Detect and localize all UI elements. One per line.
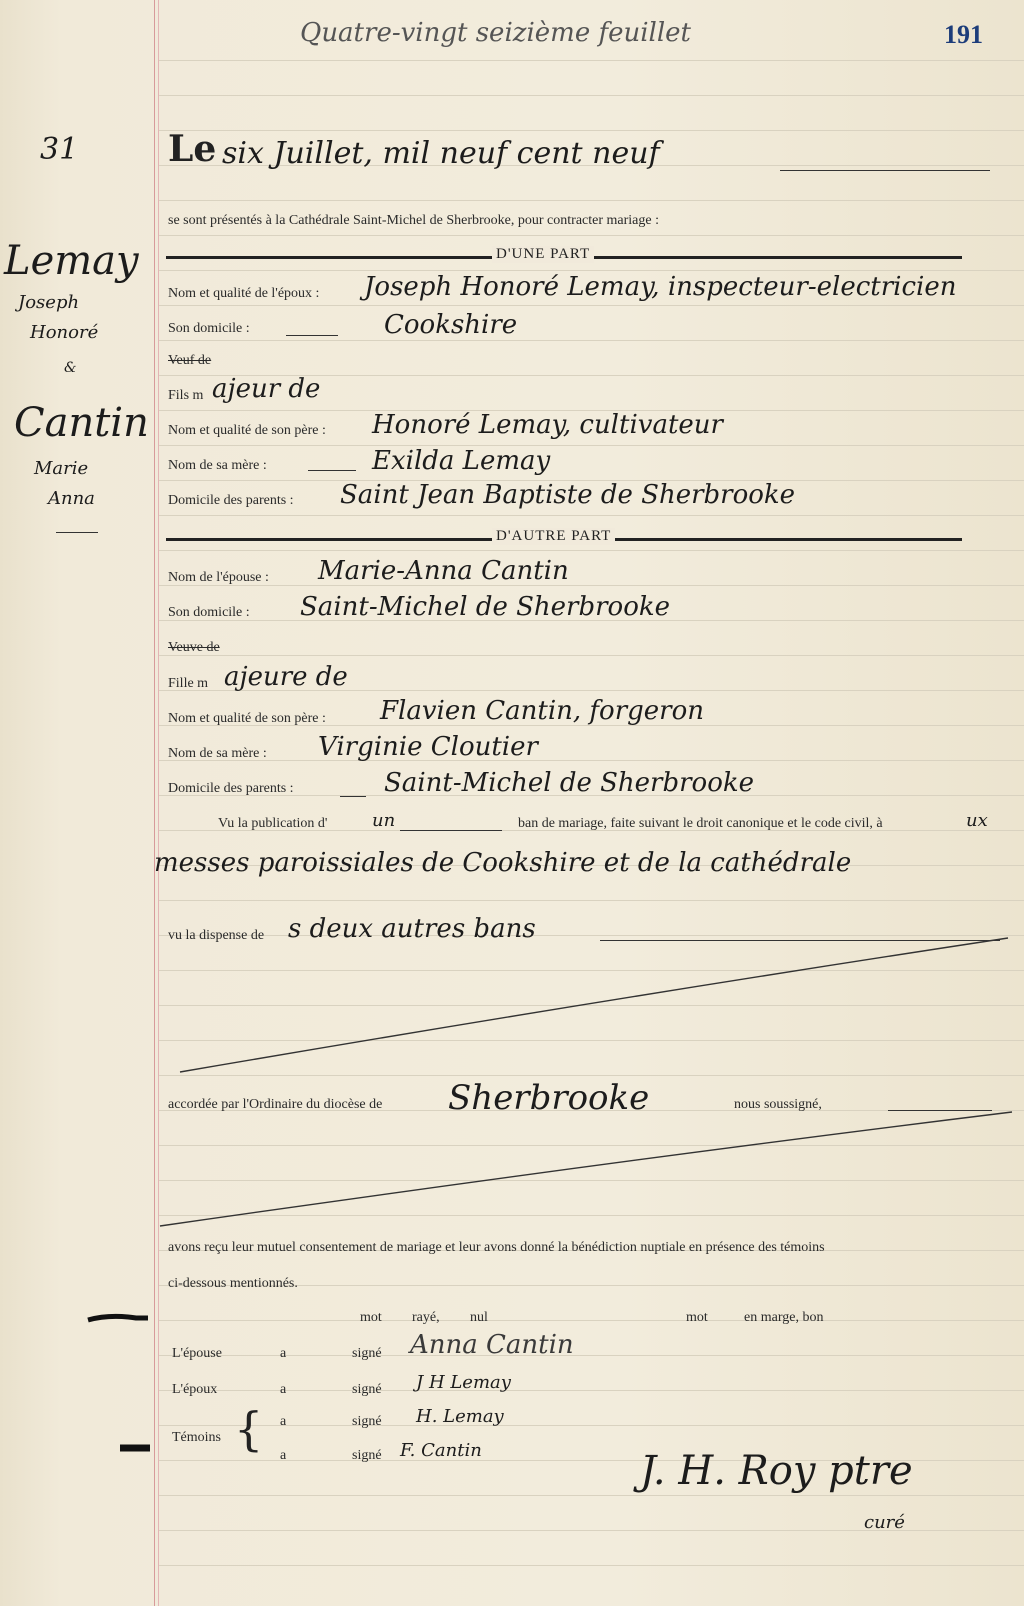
witness2-signature: F. Cantin <box>400 1440 482 1461</box>
entry-lede: Le <box>168 128 217 170</box>
folio-title: Quatre-vingt seizième feuillet <box>300 18 692 48</box>
mot-label-2: mot <box>686 1310 708 1325</box>
margin-bride-given1: Marie <box>34 458 89 479</box>
son-value: ajeur de <box>212 374 321 404</box>
bride-parents-value: Saint-Michel de Sherbrooke <box>384 768 755 798</box>
priest-signature: J. H. Roy ptre <box>640 1448 913 1494</box>
bride-signature: Anna Cantin <box>410 1330 574 1360</box>
groom-a: a <box>280 1382 287 1397</box>
witness2-a: a <box>280 1448 287 1463</box>
margin-groom-given2: Honoré <box>30 322 99 343</box>
bride-mother-label: Nom de sa mère : <box>168 746 267 761</box>
bride-mother-value: Virginie Cloutier <box>318 732 538 762</box>
granted-label: accordée par l'Ordinaire du diocèse de <box>168 1097 383 1112</box>
witness2-signe: signé <box>352 1448 382 1463</box>
groom-signature: J H Lemay <box>416 1372 511 1393</box>
dispense-label: vu la dispense de <box>168 928 265 943</box>
widow-label: Veuve de <box>168 640 220 655</box>
bride-father-value: Flavien Cantin, forgeron <box>380 696 704 726</box>
groom-domicile-value: Cookshire <box>384 310 518 340</box>
bride-domicile-value: Saint-Michel de Sherbrooke <box>300 592 671 622</box>
groom-signe: signé <box>352 1382 382 1397</box>
part1-heading: D'UNE PART <box>492 246 594 263</box>
margin-groom-given1: Joseph <box>18 292 80 313</box>
publication-hand-end: ux <box>966 810 988 831</box>
margin-bride-surname: Cantin <box>14 400 149 446</box>
margin-link: & <box>64 360 77 376</box>
groom-parents-label: Domicile des parents : <box>168 493 294 508</box>
widower-label: Veuf de <box>168 353 212 368</box>
daughter-label: Fille m <box>168 676 209 691</box>
groom-value: Joseph Honoré Lemay, inspecteur-electricien <box>364 272 957 302</box>
daughter-value: ajeure de <box>224 662 348 692</box>
bride-sig-label: L'épouse <box>172 1346 222 1361</box>
entry-number: 31 <box>40 132 79 167</box>
nul-label: nul <box>470 1310 488 1325</box>
son-label: Fils m <box>168 388 204 403</box>
groom-sig-label: L'époux <box>172 1382 218 1397</box>
margin-groom-surname: Lemay <box>4 238 139 284</box>
groom-label: Nom et qualité de l'époux : <box>168 286 320 301</box>
witnesses-label: Témoins <box>172 1430 221 1445</box>
bride-parents-label: Domicile des parents : <box>168 781 294 796</box>
granted-value: Sherbrooke <box>448 1078 650 1118</box>
bride-label: Nom de l'épouse : <box>168 570 269 585</box>
bride-domicile-label: Son domicile : <box>168 605 250 620</box>
undersigned-fill-line <box>888 1110 992 1111</box>
witness1-a: a <box>280 1414 287 1429</box>
groom-domicile-label: Son domicile : <box>168 321 250 336</box>
margin-bride-given2: Anna <box>48 488 95 509</box>
bride-a: a <box>280 1346 287 1361</box>
bride-father-label: Nom et qualité de son père : <box>168 711 326 726</box>
consent-line2: ci-dessous mentionnés. <box>168 1276 298 1291</box>
raye-label: rayé, <box>412 1310 440 1325</box>
groom-mother-label: Nom de sa mère : <box>168 458 267 473</box>
publication-count: un <box>372 810 396 831</box>
witness1-signe: signé <box>352 1414 382 1429</box>
intro-text: se sont présentés à la Cathédrale Saint-Michel de Sherbrooke, pour contracter mariage : <box>168 213 659 228</box>
witnesses-brace: { <box>234 1402 264 1456</box>
page-number: 191 <box>944 20 983 49</box>
groom-father-label: Nom et qualité de son père : <box>168 423 326 438</box>
bride-value: Marie-Anna Cantin <box>318 556 569 586</box>
publication-suffix: ban de mariage, faite suivant le droit canonique et le code civil, à <box>518 816 883 831</box>
mot-label-1: mot <box>360 1310 382 1325</box>
consent-line1: avons reçu leur mutuel consentement de mariage et leur avons donné la bénédiction nuptiale en présence des témoins <box>168 1240 825 1255</box>
bride-signe: signé <box>352 1346 382 1361</box>
publication-line2: messes paroissiales de Cookshire et de la cathédrale <box>154 848 852 878</box>
part2-heading: D'AUTRE PART <box>492 528 615 545</box>
priest-title: curé <box>864 1512 905 1533</box>
undersigned-text: nous soussigné, <box>734 1097 822 1112</box>
marge-label: en marge, bon <box>744 1310 824 1325</box>
groom-father-value: Honoré Lemay, cultivateur <box>372 410 723 440</box>
groom-parents-value: Saint Jean Baptiste de Sherbrooke <box>340 480 796 510</box>
groom-mother-value: Exilda Lemay <box>372 446 551 476</box>
publication-prefix: Vu la publication d' <box>218 816 328 831</box>
dispense-value: s deux autres bans <box>288 914 536 944</box>
witness1-signature: H. Lemay <box>416 1406 504 1427</box>
entry-date: six Juillet, mil neuf cent neuf <box>222 136 660 171</box>
